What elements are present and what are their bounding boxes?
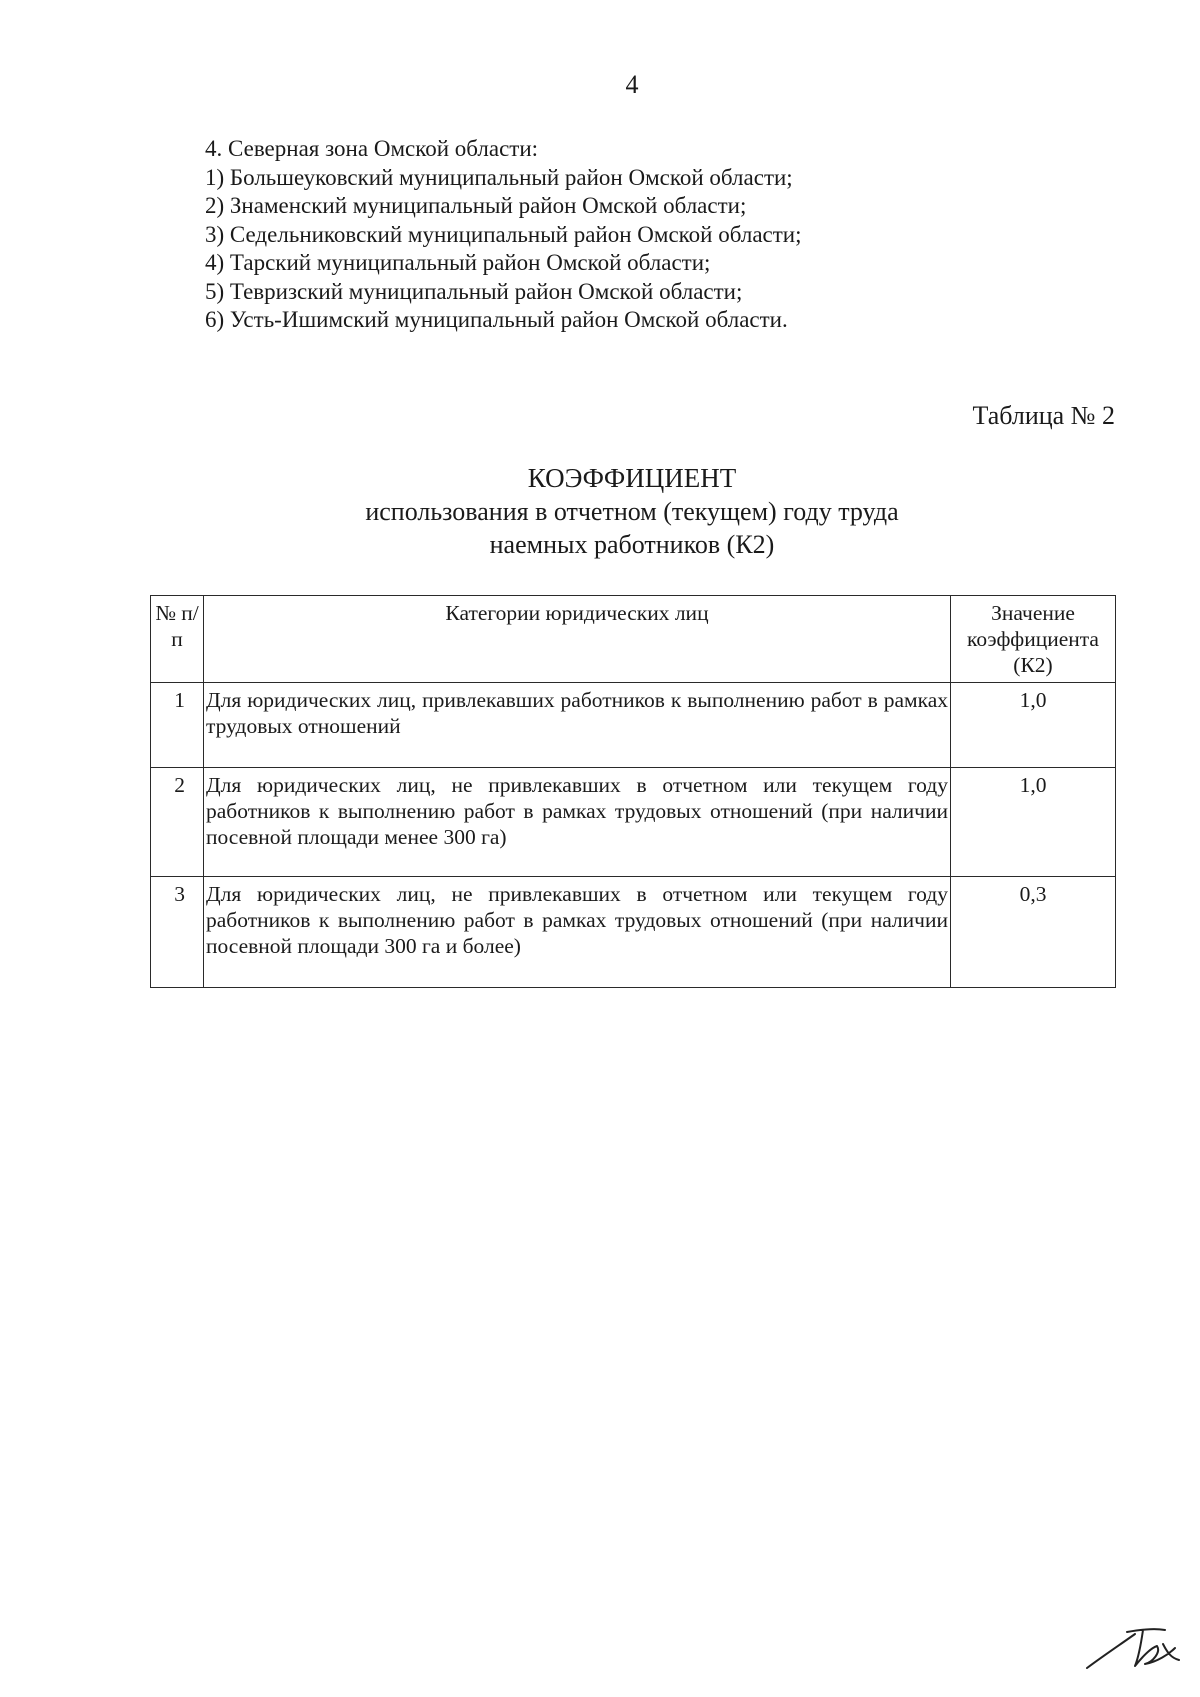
zone-list-item: 4) Тарский муниципальный район Омской области; [205, 250, 711, 275]
row-number: 3 [151, 877, 204, 988]
header-value: Значение коэффициента (К2) [951, 596, 1116, 683]
table-label: Таблица № 2 [972, 401, 1115, 430]
row-value: 0,3 [951, 877, 1116, 988]
row-number: 1 [151, 683, 204, 768]
row-category: Для юридических лиц, не привлекавших в отчетном или текущем году работников к выполнению работ в рамках трудовых отношений (при наличии посевной площади менее 300 га) [204, 768, 951, 877]
page-number: 4 [625, 70, 639, 99]
header-category: Категории юридических лиц [204, 596, 951, 683]
table-row [151, 768, 1116, 877]
row-value: 1,0 [951, 768, 1116, 877]
row-category: Для юридических лиц, привлекавших работников к выполнению работ в рамках трудовых отношений [204, 683, 951, 768]
coefficient-title [0, 462, 1200, 561]
coefficient-heading: КОЭФФИЦИЕНТ [527, 463, 737, 493]
zone-list [205, 135, 802, 335]
row-number: 2 [151, 768, 204, 877]
zone-list-item: 2) Знаменский муниципальный район Омской области; [205, 193, 747, 218]
zone-list-item: 1) Большеуковский муниципальный район Омской области; [205, 164, 793, 190]
table-row [151, 877, 1116, 988]
row-category: Для юридических лиц, не привлекавших в отчетном или текущем году работников к выполнению работ в рамках трудовых отношений (при наличии посевной площади 300 га и более) [204, 877, 951, 988]
table-header-row [151, 596, 1116, 683]
table-row [151, 683, 1116, 768]
row-value: 1,0 [951, 683, 1116, 768]
coefficient-subtitle-line: наемных работников (К2) [489, 530, 775, 559]
coefficient-subtitle-line: использования в отчетном (текущем) году труда [365, 497, 899, 526]
header-number: № п/п [151, 596, 204, 683]
signature-icon [1083, 1622, 1183, 1672]
zone-list-item: 6) Усть-Ишимский муниципальный район Омской области. [205, 307, 788, 332]
coefficient-table [150, 595, 1116, 988]
zone-list-item: 5) Тевризский муниципальный район Омской области; [205, 278, 743, 304]
zone-list-item: 3) Седельниковский муниципальный район Омской области; [205, 221, 802, 247]
zone-list-heading: 4. Северная зона Омской области: [205, 136, 539, 161]
